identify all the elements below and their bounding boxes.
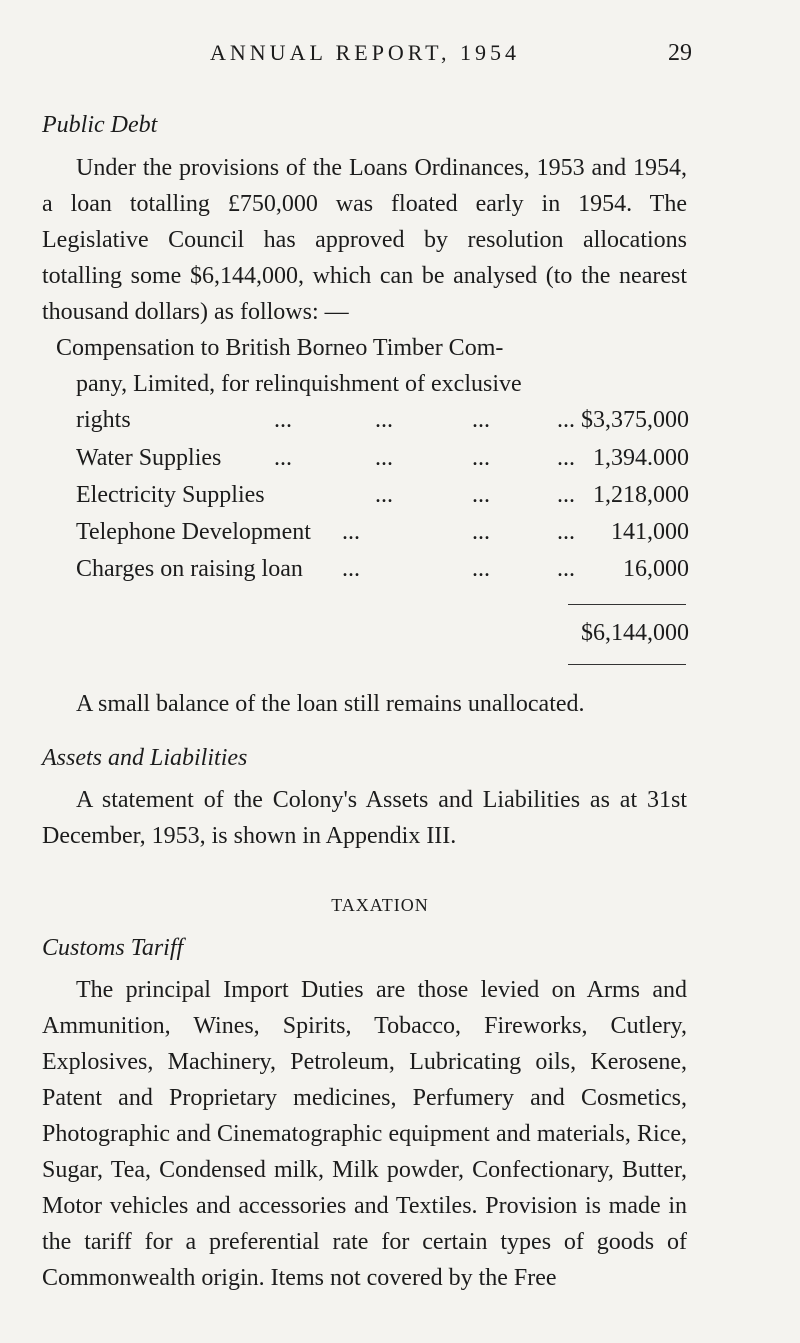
running-header: ANNUAL REPORT, 1954 (210, 40, 520, 65)
balance-note: A small balance of the loan still remains unallocated. (76, 691, 585, 717)
allocation-row-telephone: Telephone Development ... ... ... 141,000 (44, 514, 689, 550)
allocation-total: $6,144,000 (581, 620, 689, 646)
heading-public-debt: Public Debt (42, 112, 158, 138)
total-rule-top (568, 604, 686, 605)
heading-customs-tariff: Customs Tariff (42, 935, 184, 961)
page-number: 29 (668, 40, 692, 66)
allocation-amount: 1,218,000 (593, 482, 689, 508)
allocation-amount: $3,375,000 (581, 407, 689, 433)
allocation-amount: 16,000 (623, 556, 689, 582)
section-title-taxation: TAXATION (331, 895, 429, 915)
public-debt-text: Under the provisions of the Loans Ordinances, 1953 and 1954, a loan totalling £750,000 was floated early in 1954. The Legislative Council has approved by resolution allocations totalling some $6,144,000, which can be analysed (to the nearest thousand dollars) as follows: — (42, 155, 687, 325)
allocation-item-compensation-label: Compensation to British Borneo Timber Com- pany, Limited, for relinquishment of exclusive (56, 335, 522, 397)
assets-paragraph: A statement of the Colony's Assets and Liabilities as at 31st December, 1953, is shown in Appendix III. (42, 787, 687, 849)
allocation-row-compensation: rights ... ... ... ... $3,375,000 (44, 402, 689, 438)
allocation-row-charges: Charges on raising loan ... ... ... 16,000 (44, 551, 689, 587)
allocation-row-electricity: Electricity Supplies ... ... ... 1,218,000 (44, 477, 689, 513)
customs-paragraph: The principal Import Duties are those levied on Arms and Ammunition, Wines, Spirits, Tobacco, Fireworks, Cutlery, Explosives, Machinery, Petroleum, Lubricating oils, Kerosene, Patent and Proprietary medicines, Perfumery and Cosmetics, Photographic and Cinematographic equipment and materials, Rice, Sugar, Tea, Condensed milk, Milk powder, Confectionary, Butter, Motor vehicles and accessories and Textiles. Provision is made in the tariff for a preferential rate for certain types of goods of Commonwealth origin. Items not covered by the Free (42, 977, 687, 1291)
heading-assets-liabilities: Assets and Liabilities (42, 745, 248, 771)
public-debt-paragraph (42, 150, 687, 330)
allocation-row-water: Water Supplies ... ... ... ... 1,394.000 (44, 440, 689, 476)
allocation-amount: 141,000 (611, 519, 689, 545)
total-rule-bottom (568, 664, 686, 665)
allocation-amount: 1,394.000 (593, 445, 689, 471)
